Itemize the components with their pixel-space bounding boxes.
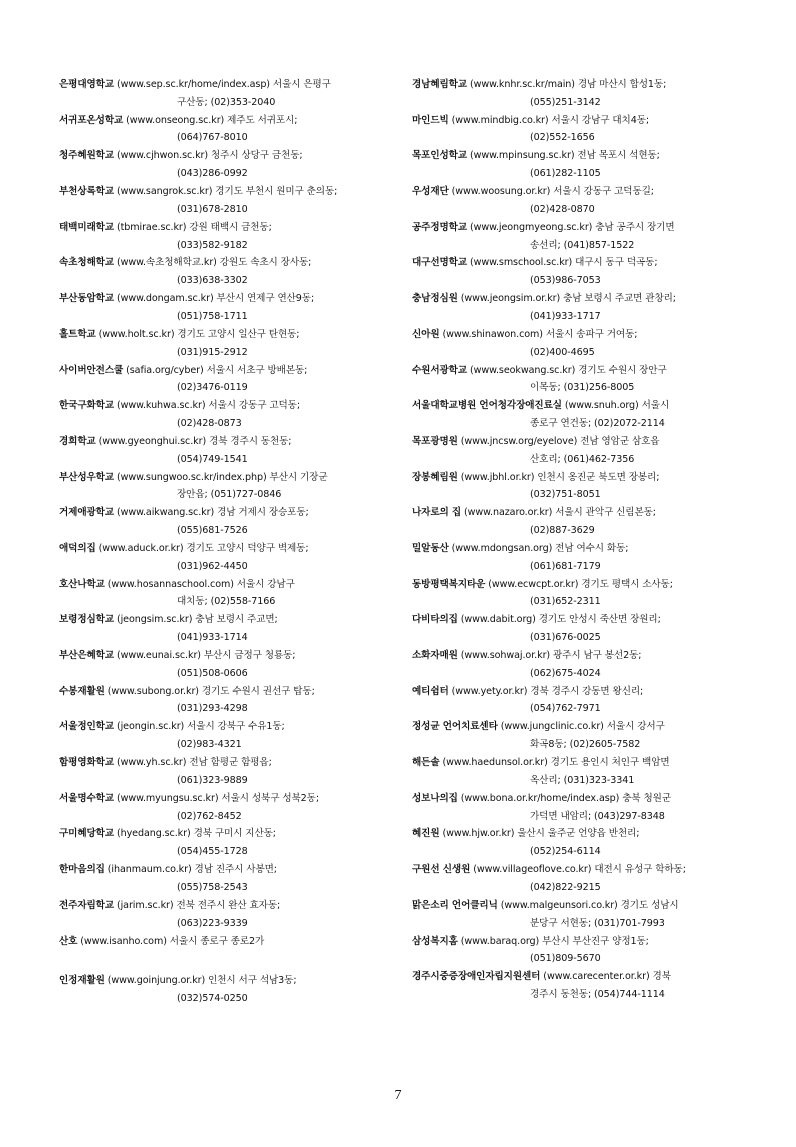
institution-details: (www.isanho.com) 서울시 종로구 종로2가 bbox=[77, 935, 265, 947]
entry-line bbox=[412, 183, 742, 201]
institution-name: 수원서광학교 bbox=[412, 364, 468, 376]
institution-details: (www.속초청해학교.kr) 강원도 속초시 장사동; bbox=[114, 257, 312, 269]
institution-contact: 옥산리; (031)323-3341 bbox=[530, 774, 635, 786]
directory-entry bbox=[59, 433, 379, 469]
entry-line bbox=[412, 897, 742, 915]
entry-line bbox=[59, 825, 379, 843]
institution-details: (www.knhr.sc.kr/main) 경남 마산시 합성1동; bbox=[467, 79, 667, 90]
institution-contact: (02)762-8452 bbox=[177, 810, 242, 822]
entry-line bbox=[412, 147, 742, 165]
entry-line bbox=[59, 219, 379, 237]
institution-contact: (031)293-4298 bbox=[177, 703, 248, 715]
institution-details: (www.subong.or.kr) 경기도 수원시 권선구 탑동; bbox=[104, 685, 315, 697]
directory-entry bbox=[412, 433, 742, 469]
directory-entry bbox=[412, 469, 742, 505]
entry-line bbox=[59, 718, 379, 736]
institution-details: (www.yh.sc.kr) 전남 함평군 함평읍; bbox=[114, 757, 272, 769]
institution-contact: (02)400-4695 bbox=[530, 346, 595, 358]
directory-entry bbox=[412, 76, 742, 112]
directory-entry bbox=[59, 504, 379, 540]
directory-entry bbox=[412, 576, 742, 612]
institution-name: 부천상록학교 bbox=[59, 186, 115, 198]
institution-details: (jarim.sc.kr) 전북 전주시 완산 효자동; bbox=[114, 899, 281, 911]
institution-details: (www.sep.sc.kr/home/index.asp) 서울시 은평구 bbox=[114, 79, 331, 90]
institution-details: (www.shinawon.com) 서울시 송파구 거여동; bbox=[439, 328, 638, 340]
entry-line bbox=[412, 968, 742, 986]
institution-name: 속초청해학교 bbox=[59, 257, 115, 269]
institution-name: 공주정명학교 bbox=[412, 221, 468, 233]
institution-details: (www.goinjung.or.kr) 인천시 서구 석남3동; bbox=[104, 975, 297, 987]
institution-contact: (041)933-1717 bbox=[530, 310, 601, 322]
directory-entry bbox=[59, 147, 379, 183]
directory-entry bbox=[59, 754, 379, 790]
directory-entry bbox=[59, 219, 379, 255]
entry-line bbox=[412, 683, 742, 701]
institution-contact: (055)681-7526 bbox=[177, 525, 248, 537]
institution-contact: (051)809-5670 bbox=[530, 953, 601, 965]
institution-name: 혜진원 bbox=[412, 828, 440, 840]
institution-contact: (02)887-3629 bbox=[530, 525, 595, 537]
institution-details: (www.mpinsung.sc.kr) 전남 목포시 석현동; bbox=[467, 150, 660, 162]
directory-entry bbox=[59, 861, 379, 897]
institution-contact: (061)323-9889 bbox=[177, 774, 248, 786]
directory-entry bbox=[59, 326, 379, 362]
institution-details: (jeongin.sc.kr) 서울시 강북구 수유1동; bbox=[114, 721, 285, 733]
directory-entry bbox=[412, 968, 742, 1004]
entry-line bbox=[59, 397, 379, 415]
directory-entry bbox=[412, 861, 742, 897]
institution-name: 애덕의집 bbox=[59, 542, 96, 554]
directory-entry bbox=[59, 254, 379, 290]
institution-name: 사이버안전스쿨 bbox=[59, 364, 124, 376]
institution-contact: 이목동; (031)256-8005 bbox=[530, 382, 635, 394]
directory-entry bbox=[412, 790, 742, 826]
institution-name: 소화자매원 bbox=[412, 650, 458, 661]
institution-name: 부산은혜학교 bbox=[59, 650, 115, 661]
institution-contact: (052)254-6114 bbox=[530, 846, 601, 858]
institution-details: (www.haedunsol.or.kr) 경기도 용인시 처인구 백암면 bbox=[439, 757, 670, 769]
institution-contact: (051)508-0606 bbox=[177, 667, 248, 679]
institution-details: (www.jncsw.org/eyelove) 전남 영암군 삼호읍 bbox=[457, 435, 660, 447]
institution-name: 예티쉼터 bbox=[412, 685, 449, 697]
institution-contact: (042)822-9215 bbox=[530, 881, 601, 893]
entry-line bbox=[412, 611, 742, 629]
institution-details: (www.snuh.org) 서울시 bbox=[561, 400, 670, 412]
entry-line bbox=[59, 254, 379, 272]
directory-entry bbox=[59, 183, 379, 219]
entry-line bbox=[412, 362, 742, 380]
directory-entry bbox=[59, 825, 379, 861]
institution-contact: (02)428-0870 bbox=[530, 203, 595, 215]
directory-entry bbox=[412, 718, 742, 754]
institution-details: (www.holt.sc.kr) 경기도 고양시 일산구 탄현동; bbox=[95, 328, 300, 340]
entry-line bbox=[412, 933, 742, 951]
directory-entry bbox=[59, 362, 379, 398]
entry-line bbox=[412, 433, 742, 451]
directory-entry bbox=[59, 576, 379, 612]
entry-line bbox=[59, 326, 379, 344]
directory-entry bbox=[59, 611, 379, 647]
institution-contact: 화곡8동; (02)2605-7582 bbox=[530, 739, 641, 751]
entry-line bbox=[412, 790, 742, 808]
institution-name: 수봉재활원 bbox=[59, 685, 105, 697]
institution-contact: 분당구 서현동; (031)701-7993 bbox=[530, 917, 665, 929]
institution-name: 부산성우학교 bbox=[59, 471, 115, 483]
entry-line bbox=[412, 469, 742, 487]
institution-details: (www.sohwaj.or.kr) 광주시 남구 봉선2동; bbox=[457, 650, 642, 661]
directory-entry bbox=[412, 754, 742, 790]
institution-name: 해든솔 bbox=[412, 757, 440, 769]
institution-name: 서귀포온성학교 bbox=[59, 114, 124, 126]
institution-name: 한마음의집 bbox=[59, 864, 105, 876]
institution-contact: (033)582-9182 bbox=[177, 239, 248, 251]
institution-contact: (031)676-0025 bbox=[530, 632, 601, 644]
institution-name: 서울정인학교 bbox=[59, 721, 115, 733]
directory-entry bbox=[412, 683, 742, 719]
institution-contact: (054)762-7971 bbox=[530, 703, 601, 715]
institution-contact: (043)286-0992 bbox=[177, 168, 248, 180]
directory-entry bbox=[59, 290, 379, 326]
entry-line bbox=[59, 647, 379, 665]
institution-name: 우성재단 bbox=[412, 186, 449, 198]
institution-contact: (055)758-2543 bbox=[177, 881, 248, 893]
entry-line bbox=[412, 754, 742, 772]
institution-details: (www.jungclinic.co.kr) 서울시 강서구 bbox=[497, 721, 665, 733]
institution-details: (www.dongam.sc.kr) 부산시 연제구 연산9동; bbox=[114, 293, 315, 305]
institution-contact: 구산동; (02)353-2040 bbox=[177, 96, 276, 108]
institution-contact: (061)681-7179 bbox=[530, 560, 601, 572]
institution-name: 성보나의집 bbox=[412, 792, 458, 804]
institution-name: 다비타의집 bbox=[412, 614, 458, 626]
institution-details: (jeongsim.sc.kr) 충남 보령시 주교면; bbox=[114, 614, 278, 626]
entry-line bbox=[59, 933, 379, 951]
institution-name: 대구선명학교 bbox=[412, 257, 468, 269]
entry-line bbox=[59, 897, 379, 915]
institution-name: 전주자림학교 bbox=[59, 899, 115, 911]
institution-contact: 대치동; (02)558-7166 bbox=[177, 596, 276, 608]
directory-entry bbox=[59, 897, 379, 933]
entry-line bbox=[59, 362, 379, 380]
directory-entry bbox=[59, 933, 379, 969]
institution-details: (www.carecenter.or.kr) 경북 bbox=[540, 971, 671, 983]
directory-entry bbox=[59, 972, 379, 1008]
institution-contact: (032)574-0250 bbox=[177, 992, 248, 1004]
directory-entry bbox=[412, 254, 742, 290]
institution-details: (www.cjhwon.sc.kr) 청주시 상당구 금천동; bbox=[114, 150, 303, 162]
institution-details: (www.smschool.sc.kr) 대구시 동구 덕곡동; bbox=[467, 257, 658, 269]
directory-entry bbox=[59, 718, 379, 754]
institution-name: 은평대영학교 bbox=[59, 79, 115, 90]
entry-line bbox=[59, 76, 379, 94]
institution-name: 태백미래학교 bbox=[59, 221, 115, 233]
institution-name: 장봉혜림원 bbox=[412, 471, 458, 483]
directory-entry bbox=[59, 76, 379, 112]
institution-name: 구원선 신생원 bbox=[412, 864, 471, 876]
institution-details: (www.nazaro.or.kr) 서울시 관악구 신림본동; bbox=[461, 507, 656, 519]
directory-entry bbox=[412, 219, 742, 255]
entry-line bbox=[59, 504, 379, 522]
institution-details: (www.baraq.org) 부산시 부산진구 양정1동; bbox=[457, 935, 649, 947]
institution-details: (www.eunai.sc.kr) 부산시 금정구 청룡동; bbox=[114, 650, 296, 661]
entry-line bbox=[412, 76, 742, 94]
institution-name: 경주시중증장애인자립지원센터 bbox=[412, 971, 541, 983]
institution-contact: (062)675-4024 bbox=[530, 667, 601, 679]
institution-details: (www.jbhl.or.kr) 인천시 옹진군 북도면 장봉리; bbox=[457, 471, 660, 483]
institution-contact: (033)638-3302 bbox=[177, 275, 248, 287]
institution-name: 충남정심원 bbox=[412, 293, 458, 305]
institution-contact: (055)251-3142 bbox=[530, 96, 601, 108]
institution-name: 서울명수학교 bbox=[59, 792, 115, 804]
institution-contact: 종로구 연건동; (02)2072-2114 bbox=[530, 417, 665, 429]
left-column bbox=[59, 76, 379, 1008]
institution-contact: (031)915-2912 bbox=[177, 346, 248, 358]
institution-name: 목포광명원 bbox=[412, 435, 458, 447]
entry-line bbox=[412, 397, 742, 415]
entry-line bbox=[59, 861, 379, 879]
institution-contact: 경주시 동천동; (054)744-1114 bbox=[530, 988, 665, 1000]
institution-contact: (02)983-4321 bbox=[177, 739, 242, 751]
institution-details: (www.hjw.or.kr) 울산시 울주군 언양읍 반천리; bbox=[439, 828, 640, 840]
institution-contact: 장안읍; (051)727-0846 bbox=[177, 489, 282, 501]
directory-entry bbox=[412, 183, 742, 219]
institution-name: 삼성복지홈 bbox=[412, 935, 458, 947]
institution-contact: (054)455-1728 bbox=[177, 846, 248, 858]
institution-contact: (054)749-1541 bbox=[177, 453, 248, 465]
institution-contact: (02)428-0873 bbox=[177, 417, 242, 429]
institution-details: (safia.org/cyber) 서울시 서초구 방배본동; bbox=[123, 364, 308, 376]
institution-contact: (061)282-1105 bbox=[530, 168, 601, 180]
directory-entry bbox=[412, 397, 742, 433]
institution-details: (www.villageoflove.co.kr) 대전시 유성구 학하동; bbox=[470, 864, 686, 876]
institution-name: 마인드빅 bbox=[412, 114, 449, 126]
directory-entry bbox=[412, 897, 742, 933]
directory-entry bbox=[59, 790, 379, 826]
institution-details: (www.sungwoo.sc.kr/index.php) 부산시 기장군 bbox=[114, 471, 328, 483]
entry-line bbox=[59, 683, 379, 701]
entry-line bbox=[412, 540, 742, 558]
institution-name: 거제애광학교 bbox=[59, 507, 115, 519]
institution-details: (www.woosung.or.kr) 서울시 강동구 고덕동길; bbox=[448, 186, 654, 198]
institution-contact: 가덕면 내암리; (043)297-8348 bbox=[530, 810, 665, 822]
directory-entry bbox=[412, 647, 742, 683]
institution-name: 청주혜원학교 bbox=[59, 150, 115, 162]
institution-name: 나자로의 집 bbox=[412, 507, 462, 519]
institution-contact: (031)678-2810 bbox=[177, 203, 248, 215]
institution-details: (www.malgeunsori.co.kr) 경기도 성남시 bbox=[497, 899, 679, 911]
directory-entry bbox=[412, 112, 742, 148]
institution-name: 구미혜당학교 bbox=[59, 828, 115, 840]
institution-contact: (031)962-4450 bbox=[177, 560, 248, 572]
entry-line bbox=[59, 790, 379, 808]
directory-entry bbox=[412, 290, 742, 326]
institution-contact: 송선리; (041)857-1522 bbox=[530, 239, 635, 251]
institution-name: 목포인성학교 bbox=[412, 150, 468, 162]
institution-details: (www.sangrok.sc.kr) 경기도 부천시 원미구 춘의동; bbox=[114, 186, 338, 198]
entry-line bbox=[412, 576, 742, 594]
institution-name: 맑은소리 언어클리닉 bbox=[412, 899, 498, 911]
institution-details: (www.jeongsim.or.kr) 충남 보령시 주교면 관창리; bbox=[457, 293, 676, 305]
institution-details: (www.mindbig.co.kr) 서울시 강남구 대치4동; bbox=[448, 114, 650, 126]
entry-line bbox=[412, 718, 742, 736]
institution-details: (www.mdongsan.org) 전남 여수시 화동; bbox=[448, 542, 629, 554]
directory-entry bbox=[59, 683, 379, 719]
institution-details: (www.kuhwa.sc.kr) 서울시 강동구 고덕동; bbox=[114, 400, 300, 412]
entry-line bbox=[412, 326, 742, 344]
institution-name: 동방평택복지타운 bbox=[412, 578, 486, 590]
institution-contact: (032)751-8051 bbox=[530, 489, 601, 501]
institution-contact: (053)986-7053 bbox=[530, 275, 601, 287]
directory-entry bbox=[59, 540, 379, 576]
institution-name: 서울대학교병원 언어청각장애진료실 bbox=[412, 400, 562, 412]
directory-entry bbox=[412, 504, 742, 540]
institution-details: (www.aikwang.sc.kr) 경남 거제시 장승포동; bbox=[114, 507, 309, 519]
entry-line bbox=[412, 504, 742, 522]
directory-entry bbox=[412, 326, 742, 362]
institution-details: (www.gyeonghui.sc.kr) 경북 경주시 동천동; bbox=[95, 435, 292, 447]
entry-line bbox=[412, 112, 742, 130]
institution-contact: (064)767-8010 bbox=[177, 132, 248, 144]
institution-details: (hyedang.sc.kr) 경북 구미시 지산동; bbox=[114, 828, 276, 840]
institution-name: 함평영화학교 bbox=[59, 757, 115, 769]
institution-details: (www.yety.or.kr) 경북 경주시 강동면 왕신리; bbox=[448, 685, 644, 697]
directory-entry bbox=[412, 825, 742, 861]
institution-details: (www.myungsu.sc.kr) 서울시 성북구 성북2동; bbox=[114, 792, 319, 804]
institution-contact: 산호리; (061)462-7356 bbox=[530, 453, 635, 465]
directory-entry bbox=[412, 147, 742, 183]
entry-line bbox=[59, 469, 379, 487]
entry-line bbox=[59, 147, 379, 165]
entry-line bbox=[59, 112, 379, 130]
entry-line bbox=[59, 754, 379, 772]
entry-line bbox=[59, 576, 379, 594]
entry-line bbox=[412, 647, 742, 665]
directory-entry bbox=[412, 362, 742, 398]
right-column bbox=[412, 76, 742, 1004]
entry-line bbox=[59, 540, 379, 558]
institution-details: (www.dabit.org) 경기도 안성시 죽산면 장원리; bbox=[457, 614, 661, 626]
institution-name: 부산동암학교 bbox=[59, 293, 115, 305]
entry-line bbox=[412, 254, 742, 272]
entry-line bbox=[59, 972, 379, 990]
institution-details: (www.jeongmyeong.sc.kr) 충남 공주시 장기면 bbox=[467, 221, 675, 233]
institution-name: 한국구화학교 bbox=[59, 400, 115, 412]
institution-contact: (051)758-1711 bbox=[177, 310, 248, 322]
directory-entry bbox=[412, 540, 742, 576]
institution-details: (www.aduck.or.kr) 경기도 고양시 덕양구 벽제동; bbox=[95, 542, 309, 554]
directory-entry bbox=[412, 933, 742, 969]
institution-contact: (02)552-1656 bbox=[530, 132, 595, 144]
institution-contact: (031)652-2311 bbox=[530, 596, 601, 608]
institution-name: 홀트학교 bbox=[59, 328, 96, 340]
institution-name: 정성균 언어치료센타 bbox=[412, 721, 498, 733]
institution-name: 경희학교 bbox=[59, 435, 96, 447]
institution-contact: (063)223-9339 bbox=[177, 917, 248, 929]
institution-name: 신아원 bbox=[412, 328, 440, 340]
directory-entry bbox=[59, 469, 379, 505]
institution-details: (ihanmaum.co.kr) 경남 진주시 사봉면; bbox=[104, 864, 277, 876]
entry-line bbox=[59, 611, 379, 629]
institution-contact: (02)3476-0119 bbox=[177, 382, 248, 394]
entry-line bbox=[59, 290, 379, 308]
entry-line bbox=[412, 290, 742, 308]
institution-details: (www.onseong.sc.kr) 제주도 서귀포시; bbox=[123, 114, 298, 126]
directory-entry bbox=[59, 397, 379, 433]
institution-name: 호산나학교 bbox=[59, 578, 105, 590]
entry-line bbox=[412, 861, 742, 879]
directory-entry bbox=[412, 611, 742, 647]
institution-name: 인정재활원 bbox=[59, 975, 105, 987]
entry-line bbox=[412, 219, 742, 237]
institution-name: 산호 bbox=[59, 935, 78, 947]
institution-name: 보령정심학교 bbox=[59, 614, 115, 626]
institution-contact: (041)933-1714 bbox=[177, 632, 248, 644]
institution-details: (www.hosannaschool.com) 서울시 강남구 bbox=[104, 578, 295, 590]
directory-entry bbox=[59, 112, 379, 148]
institution-details: (tbmirae.sc.kr) 강원 태백시 금천동; bbox=[114, 221, 272, 233]
institution-details: (www.seokwang.sc.kr) 경기도 수원시 장안구 bbox=[467, 364, 667, 376]
directory-entry bbox=[59, 647, 379, 683]
institution-details: (www.bona.or.kr/home/index.asp) 충북 청원군 bbox=[457, 792, 672, 804]
institution-details: (www.ecwcpt.or.kr) 경기도 평택시 소사동; bbox=[485, 578, 673, 590]
institution-name: 경남혜림학교 bbox=[412, 79, 468, 90]
institution-name: 밀알동산 bbox=[412, 542, 449, 554]
page-number: 7 bbox=[394, 1088, 402, 1103]
entry-line bbox=[412, 825, 742, 843]
entry-line bbox=[59, 183, 379, 201]
entry-line bbox=[59, 433, 379, 451]
